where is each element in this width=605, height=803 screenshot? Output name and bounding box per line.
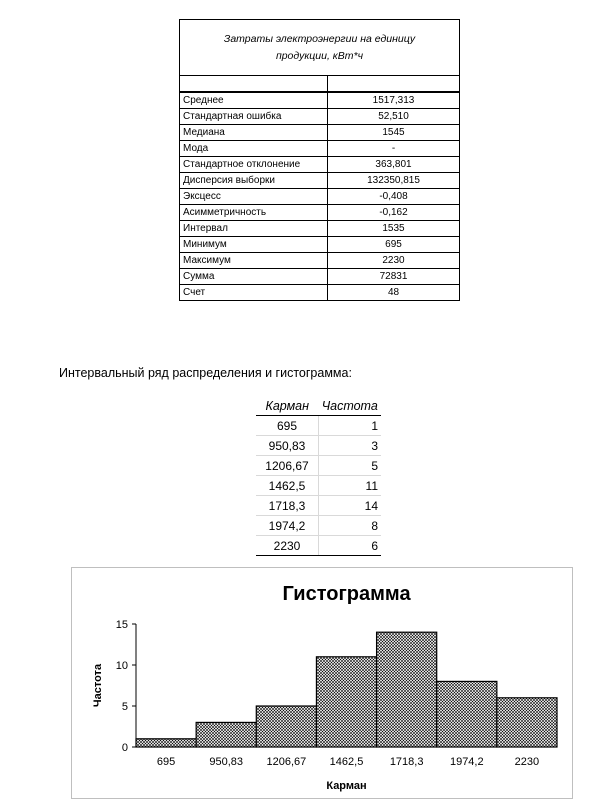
stats-value: 52,510: [328, 109, 460, 125]
stats-row: [180, 157, 460, 173]
stats-label: Счет: [180, 285, 328, 301]
x-tick-label: 1974,2: [449, 756, 484, 768]
x-tick-label: 950,83: [209, 756, 244, 768]
stats-row: [180, 125, 460, 141]
freq-count: 6: [319, 536, 382, 556]
histogram-chart: [71, 567, 573, 799]
stats-row: [180, 189, 460, 205]
freq-bin: 1974,2: [256, 516, 319, 536]
stats-value: 132350,815: [328, 173, 460, 189]
stats-value: 72831: [328, 269, 460, 285]
histogram-bar: [256, 706, 316, 747]
stats-row: [180, 285, 460, 301]
stats-label: Сумма: [180, 269, 328, 285]
stats-label: Мода: [180, 141, 328, 157]
freq-bin: 2230: [256, 536, 319, 556]
stats-value: -: [328, 141, 460, 157]
freq-row: [256, 416, 381, 436]
stats-row: [180, 205, 460, 221]
freq-row: [256, 456, 381, 476]
histogram-bar: [136, 739, 196, 747]
stats-label: Медиана: [180, 125, 328, 141]
freq-row: [256, 516, 381, 536]
histogram-bar: [316, 657, 376, 747]
freq-row: [256, 476, 381, 496]
stats-value: -0,162: [328, 205, 460, 221]
y-tick-label: 5: [121, 701, 128, 713]
freq-bin: 1462,5: [256, 476, 319, 496]
stats-label: Дисперсия выборки: [180, 173, 328, 189]
freq-header-bin: Карман: [256, 396, 319, 416]
stats-empty-row: [179, 75, 460, 92]
stats-value: 1535: [328, 221, 460, 237]
stats-label: Интервал: [180, 221, 328, 237]
stats-value: 1545: [328, 125, 460, 141]
stats-row: [180, 173, 460, 189]
stats-value: 1517,313: [328, 93, 460, 109]
freq-row: [256, 536, 381, 556]
freq-bin: 950,83: [256, 436, 319, 456]
stats-table-header: Затраты электроэнергии на единицу продукции, кВт*ч: [179, 19, 460, 75]
stats-label: Среднее: [180, 93, 328, 109]
stats-row: [180, 109, 460, 125]
stats-label: Стандартная ошибка: [180, 109, 328, 125]
x-tick-label: 1718,3: [389, 756, 424, 768]
histogram-svg: [72, 568, 574, 800]
stats-value: 695: [328, 237, 460, 253]
y-tick-label: 0: [121, 742, 128, 754]
x-tick-label: 1462,5: [329, 756, 364, 768]
x-axis-label: Карман: [326, 780, 367, 792]
histogram-bar: [497, 698, 557, 747]
x-tick-label: 1206,67: [266, 756, 307, 768]
stats-label: Асимметричность: [180, 205, 328, 221]
y-tick-label: 10: [115, 660, 128, 672]
stats-value: -0,408: [328, 189, 460, 205]
freq-count: 3: [319, 436, 382, 456]
freq-bin: 695: [256, 416, 319, 436]
stats-row: [180, 269, 460, 285]
stats-value: 363,801: [328, 157, 460, 173]
x-tick-label: 695: [156, 756, 176, 768]
x-tick-label: 2230: [514, 756, 540, 768]
stats-row: [180, 93, 460, 109]
freq-row: [256, 436, 381, 456]
freq-count: 5: [319, 456, 382, 476]
stats-row: [180, 221, 460, 237]
histogram-bar: [377, 632, 437, 747]
stats-label: Эксцесс: [180, 189, 328, 205]
histogram-bar: [196, 722, 256, 747]
stats-row: [180, 237, 460, 253]
y-tick-label: 15: [115, 619, 128, 631]
freq-bin: 1206,67: [256, 456, 319, 476]
descriptive-stats-table: [179, 19, 460, 301]
stats-row: [180, 141, 460, 157]
histogram-bar: [437, 681, 497, 747]
frequency-table: [256, 396, 381, 556]
freq-bin: 1718,3: [256, 496, 319, 516]
stats-label: Стандартное отклонение: [180, 157, 328, 173]
stats-label: Максимум: [180, 253, 328, 269]
stats-value: 48: [328, 285, 460, 301]
freq-count: 11: [319, 476, 382, 496]
stats-value: 2230: [328, 253, 460, 269]
stats-label: Минимум: [180, 237, 328, 253]
y-axis-label: Частота: [92, 663, 104, 708]
freq-row: [256, 496, 381, 516]
freq-header-count: Частота: [319, 396, 382, 416]
chart-title: Гистограмма: [282, 583, 411, 605]
freq-count: 14: [319, 496, 382, 516]
stats-row: [180, 253, 460, 269]
section-title: Интервальный ряд распределения и гистограмма:: [59, 366, 352, 380]
freq-count: 8: [319, 516, 382, 536]
freq-count: 1: [319, 416, 382, 436]
